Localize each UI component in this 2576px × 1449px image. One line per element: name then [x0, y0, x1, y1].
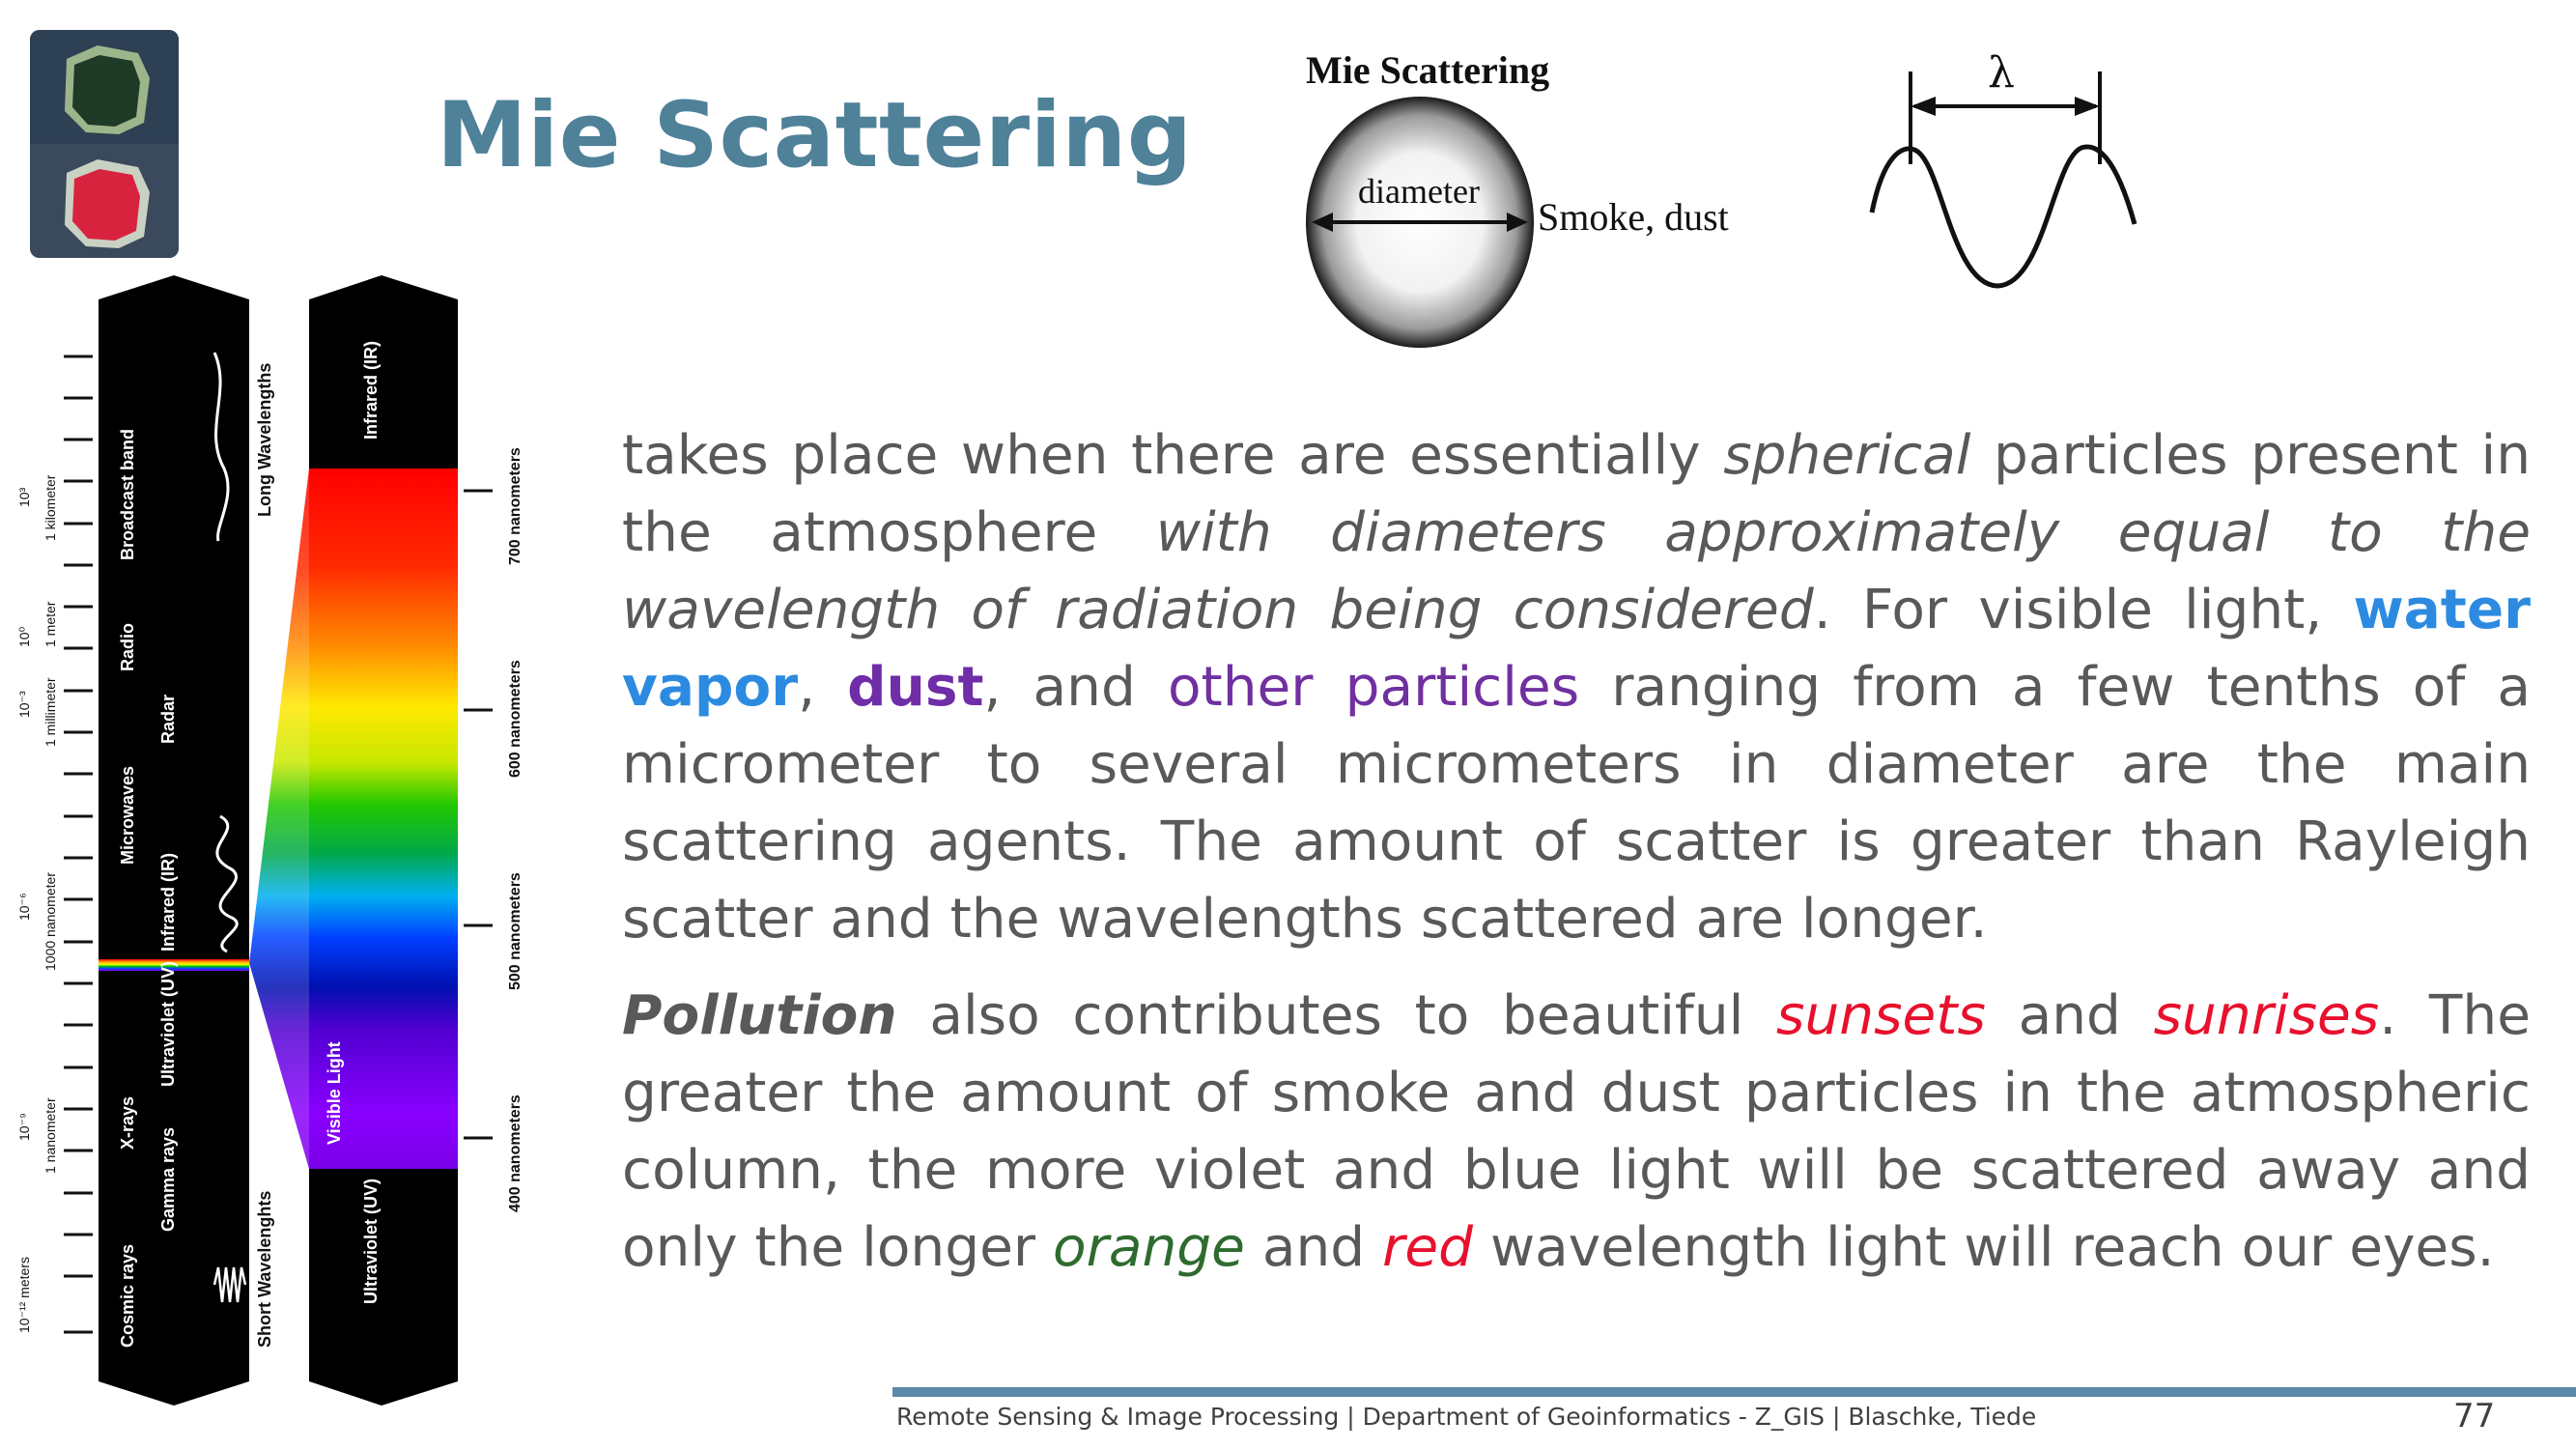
paragraph-mie-definition: takes place when there are essentially spherical particles present in the atmosphere with diameters approximately equal to the wavelength of radiation being considered. For visible light, water vapor, dust, and other particles ranging from a few tenths of a micrometer to several micrometers in diameter are the main scattering agents. The amount of scatter is greater than Rayleigh scatter and the wavelengths scattered are longer.	[622, 424, 2532, 951]
pollution-term: Pollution	[622, 984, 897, 1047]
band-radio: Radio	[118, 622, 137, 671]
visible-light-label: Visible Light	[325, 1041, 344, 1145]
diameter-label: diameter	[1358, 172, 1480, 211]
lambda-symbol: λ	[1988, 48, 2015, 98]
long-wavelengths-label: Long Wavelengths	[255, 362, 274, 517]
scale-exp-2: 10⁰	[16, 626, 32, 647]
sunsets-term: sunsets	[1776, 984, 1986, 1047]
scale-unit-4: 1000 nanometer	[42, 872, 58, 971]
wavelength-diagram	[1854, 48, 2164, 309]
band-cosmic: Cosmic rays	[118, 1243, 137, 1348]
nm-400: 400 nanometers	[507, 1094, 524, 1212]
scale-unit-6: 10⁻¹² meters	[16, 1257, 32, 1333]
nm-600: 600 nanometers	[507, 660, 524, 778]
scale-exp-3: 10⁻³	[16, 691, 32, 718]
scale-unit-1: 1 kilometer	[42, 474, 58, 541]
scale-exp-1: 10³	[16, 487, 32, 507]
body-text	[622, 417, 2531, 1287]
mie-particle-diagram	[1294, 39, 1777, 357]
visible-top-label: Infrared (IR)	[361, 340, 381, 440]
sine-wave	[1872, 147, 2135, 286]
scale-exp-5: 10⁻⁹	[16, 1113, 32, 1141]
nm-700: 700 nanometers	[507, 447, 524, 565]
scale-exp-4: 10⁻⁶	[16, 893, 32, 921]
scale-unit-2: 1 meter	[42, 601, 58, 647]
slide-title: Mie Scattering	[437, 83, 1193, 188]
electromagnetic-spectrum	[0, 275, 560, 1415]
band-broadcast: Broadcast band	[118, 428, 137, 560]
scale-unit-5: 1 nanometer	[42, 1097, 58, 1174]
scale-unit-3: 1 millimeter	[42, 677, 58, 747]
band-ultraviolet: Ultraviolet (UV)	[158, 960, 178, 1087]
red-term: red	[1382, 1216, 1473, 1279]
footer-bar	[892, 1387, 2576, 1397]
scale-ticks	[64, 356, 93, 1332]
band-gamma: Gamma rays	[158, 1126, 178, 1232]
other-particles-term: other particles	[1167, 656, 1580, 719]
short-wavelengths-label: Short Wavelenghts	[255, 1190, 274, 1348]
mie-heading: Mie Scattering	[1306, 48, 1550, 92]
sunrises-term: sunrises	[2153, 984, 2380, 1047]
orange-term: orange	[1053, 1216, 1245, 1279]
satellite-thumbnail	[30, 30, 179, 258]
visible-bottom-label: Ultraviolet (UV)	[361, 1178, 381, 1304]
visible-fan	[249, 469, 309, 1169]
page-number: 77	[2453, 1397, 2496, 1435]
footer-text: Remote Sensing & Image Processing | Department of Geoinformatics - Z_GIS | Blaschke, Tiede	[896, 1403, 2037, 1431]
dust-term: dust	[847, 656, 984, 719]
water-vapor-term: water vapor	[622, 579, 2531, 719]
nm-500: 500 nanometers	[507, 872, 524, 990]
paragraph-pollution: Pollution also contributes to beautiful sunsets and sunrises. The greater the amount of smoke and dust particles in the atmospheric column, the more violet and blue light will be scattered away and only the longer orange and red wavelength light will reach our eyes.	[622, 984, 2531, 1279]
band-xrays: X-rays	[118, 1095, 137, 1150]
band-radar: Radar	[158, 694, 178, 744]
band-infrared: Infrared (IR)	[158, 852, 178, 952]
band-microwaves: Microwaves	[118, 765, 137, 865]
particle-label: Smoke, dust	[1538, 195, 1729, 239]
